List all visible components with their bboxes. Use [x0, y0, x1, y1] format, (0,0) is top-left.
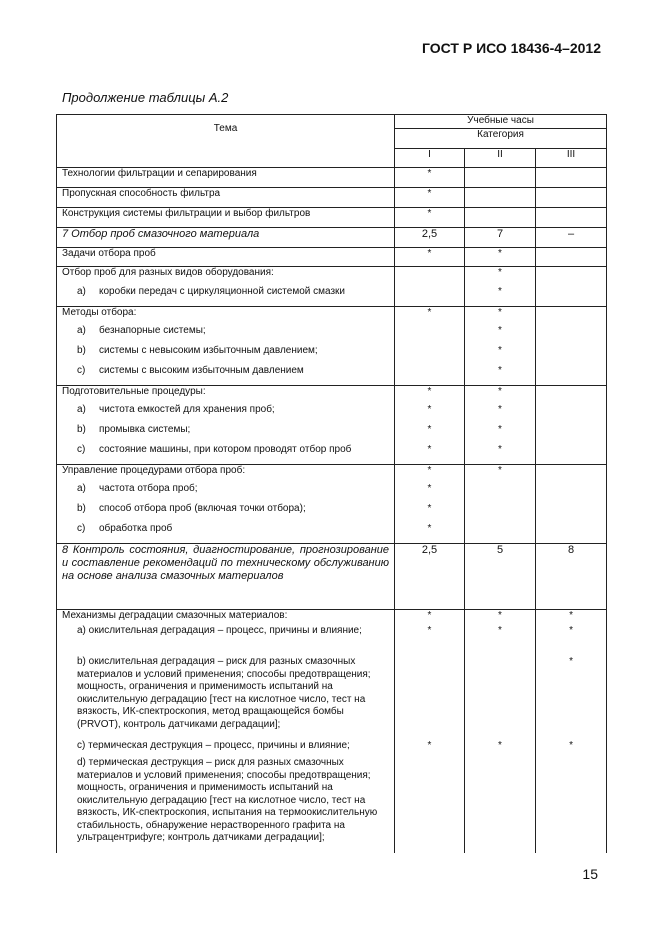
list-letter: c) — [77, 365, 86, 376]
row-cat-3: * — [536, 656, 607, 740]
row-topic: Задачи отбора проб — [57, 247, 395, 266]
row-topic: Механизмы деградации смазочных материалов: — [57, 609, 395, 625]
row-cat-2: * — [465, 625, 536, 656]
row-cat-2: * — [465, 444, 536, 464]
row-topic: Отбор проб для разных видов оборудования: — [57, 266, 395, 286]
row-cat-3: * — [536, 625, 607, 656]
row-cat-2 — [465, 483, 536, 503]
row-cat-2: * — [465, 247, 536, 266]
table-row — [57, 187, 607, 207]
list-text: состояние машины, при котором проводят отбор проб — [99, 444, 352, 455]
list-letter: a) — [77, 325, 86, 336]
table-row — [57, 464, 607, 483]
row-cat-1: * — [395, 424, 465, 444]
row-cat-3 — [536, 365, 607, 385]
hours-header: Учебные часы — [395, 115, 607, 129]
row-topic — [57, 424, 395, 444]
category-2-header: II — [465, 148, 536, 167]
row-cat-1: * — [395, 207, 465, 227]
row-cat-3 — [536, 207, 607, 227]
row-topic — [57, 523, 395, 543]
table-row — [57, 345, 607, 365]
table-row — [57, 365, 607, 385]
category-1-header: I — [395, 148, 465, 167]
row-cat-2: * — [465, 424, 536, 444]
row-cat-1: * — [395, 523, 465, 543]
row-cat-1: * — [395, 247, 465, 266]
list-letter: a) — [77, 483, 86, 494]
row-cat-1: 2,5 — [395, 227, 465, 247]
row-cat-2 — [465, 207, 536, 227]
row-cat-3: 8 — [536, 543, 607, 609]
row-topic: Управление процедурами отбора проб: — [57, 464, 395, 483]
row-topic: d) термическая деструкция – риск для разных смазочных материалов и условий применения; способы предотвращения; мощность, ограничения и применимость испытаний на окислительную деградацию [тест на кислотное число, тест на вязкость, ИК-спектроскопия, испытания на термоокислительную стабильность, обнаружение нерастворенного графита на ультрацентрифуге; контроль датчиками деградации]; — [57, 757, 395, 853]
list-letter: c) — [77, 523, 86, 534]
table-row — [57, 286, 607, 306]
list-text: обработка проб — [99, 523, 173, 534]
list-letter: b) — [77, 345, 86, 356]
row-cat-1: * — [395, 187, 465, 207]
row-cat-2: * — [465, 609, 536, 625]
row-cat-3 — [536, 464, 607, 483]
row-cat-3 — [536, 187, 607, 207]
row-cat-2: * — [465, 404, 536, 424]
row-cat-1: * — [395, 740, 465, 757]
table-row — [57, 656, 607, 740]
row-topic — [57, 503, 395, 523]
row-cat-1: * — [395, 444, 465, 464]
list-text: частота отбора проб; — [99, 483, 198, 494]
row-topic — [57, 325, 395, 345]
row-cat-3 — [536, 424, 607, 444]
row-cat-2: * — [465, 306, 536, 325]
list-text: системы с высоким избыточным давлением — [99, 365, 304, 376]
table-row — [57, 503, 607, 523]
table-row — [57, 609, 607, 625]
row-cat-1 — [395, 757, 465, 853]
row-cat-1 — [395, 266, 465, 286]
section-title: 8 Контроль состояния, диагностирование, прогнозирование и составление рекомендаций по техническому обслуживанию на основе анализа смазочных материалов — [57, 543, 395, 609]
row-cat-2: * — [465, 286, 536, 306]
row-topic: Подготовительные процедуры: — [57, 385, 395, 404]
row-topic: Конструкция системы фильтрации и выбор фильтров — [57, 207, 395, 227]
row-cat-2 — [465, 656, 536, 740]
row-cat-3: * — [536, 740, 607, 757]
row-cat-2: 7 — [465, 227, 536, 247]
row-cat-1 — [395, 365, 465, 385]
row-cat-1: * — [395, 306, 465, 325]
row-topic — [57, 404, 395, 424]
list-text: чистота емкостей для хранения проб; — [99, 404, 275, 415]
row-cat-3 — [536, 306, 607, 325]
row-cat-2: * — [465, 385, 536, 404]
row-cat-3 — [536, 167, 607, 187]
row-cat-2: * — [465, 266, 536, 286]
category-header: Категория — [395, 128, 607, 148]
row-cat-2 — [465, 523, 536, 543]
section-title: 7 Отбор проб смазочного материала — [57, 227, 395, 247]
table-row — [57, 424, 607, 444]
section-row — [57, 543, 607, 609]
list-letter: b) — [77, 503, 86, 514]
list-letter: a) — [77, 286, 86, 297]
row-cat-3 — [536, 345, 607, 365]
row-cat-1: * — [395, 464, 465, 483]
row-cat-1: * — [395, 167, 465, 187]
row-cat-3 — [536, 286, 607, 306]
table-caption: Продолжение таблицы А.2 — [62, 90, 229, 105]
row-topic — [57, 286, 395, 306]
row-cat-1 — [395, 325, 465, 345]
list-letter: a) — [77, 404, 86, 415]
row-topic — [57, 444, 395, 464]
row-cat-2: * — [465, 464, 536, 483]
table-row — [57, 444, 607, 464]
row-cat-2: * — [465, 325, 536, 345]
table-row — [57, 404, 607, 424]
row-cat-1 — [395, 345, 465, 365]
section-row — [57, 227, 607, 247]
row-topic: Пропускная способность фильтра — [57, 187, 395, 207]
row-cat-1: * — [395, 503, 465, 523]
row-cat-3: – — [536, 227, 607, 247]
row-cat-3 — [536, 247, 607, 266]
row-topic — [57, 345, 395, 365]
list-text: коробки передач с циркуляционной системой смазки — [99, 286, 345, 297]
header-row-hours — [57, 115, 607, 129]
row-cat-1: * — [395, 385, 465, 404]
row-cat-2 — [465, 503, 536, 523]
row-topic: Технологии фильтрации и сепарирования — [57, 167, 395, 187]
row-cat-3: * — [536, 609, 607, 625]
table-row — [57, 207, 607, 227]
row-cat-1: * — [395, 483, 465, 503]
table-row — [57, 266, 607, 286]
row-cat-3 — [536, 523, 607, 543]
document-code: ГОСТ Р ИСО 18436-4–2012 — [422, 40, 601, 56]
row-cat-1: 2,5 — [395, 543, 465, 609]
row-cat-2 — [465, 167, 536, 187]
table-row — [57, 306, 607, 325]
theme-header: Тема — [57, 115, 395, 168]
table-row — [57, 483, 607, 503]
category-3-header: III — [536, 148, 607, 167]
table-row — [57, 167, 607, 187]
list-text: способ отбора проб (включая точки отбора); — [99, 503, 306, 514]
table-row — [57, 740, 607, 757]
row-cat-2 — [465, 187, 536, 207]
row-cat-2 — [465, 757, 536, 853]
row-cat-3 — [536, 503, 607, 523]
row-topic: b) окислительная деградация – риск для разных смазочных материалов и условий применения; способы предотвращения; мощность, ограничения и применимость испытаний на окислительную деградацию [тест на кислотное число, тест на вязкость, ИК-спектроскопия, метод вращающейся бомбы (PRVOT), контроль датчиками деградации]; — [57, 656, 395, 740]
row-topic — [57, 483, 395, 503]
row-topic — [57, 365, 395, 385]
row-cat-2: * — [465, 365, 536, 385]
row-cat-1 — [395, 286, 465, 306]
row-cat-3 — [536, 325, 607, 345]
table-row — [57, 247, 607, 266]
list-text: системы с невысоким избыточным давлением; — [99, 345, 318, 356]
list-letter: c) — [77, 444, 86, 455]
row-cat-3 — [536, 385, 607, 404]
list-text: промывка системы; — [99, 424, 191, 435]
row-cat-1 — [395, 656, 465, 740]
list-letter: b) — [77, 424, 86, 435]
list-text: безнапорные системы; — [99, 325, 206, 336]
row-cat-1: * — [395, 404, 465, 424]
row-cat-3 — [536, 757, 607, 853]
row-topic: a) окислительная деградация – процесс, причины и влияние; — [57, 625, 395, 656]
row-topic: c) термическая деструкция – процесс, причины и влияние; — [57, 740, 395, 757]
table-row — [57, 385, 607, 404]
table-row — [57, 625, 607, 656]
row-cat-3 — [536, 444, 607, 464]
row-cat-3 — [536, 266, 607, 286]
table-row — [57, 325, 607, 345]
row-cat-1: * — [395, 609, 465, 625]
curriculum-table — [56, 114, 607, 853]
table-row — [57, 523, 607, 543]
row-cat-3 — [536, 483, 607, 503]
page-number: 15 — [582, 866, 598, 882]
row-cat-2: * — [465, 345, 536, 365]
row-cat-1: * — [395, 625, 465, 656]
row-topic: Методы отбора: — [57, 306, 395, 325]
row-cat-3 — [536, 404, 607, 424]
row-cat-2: 5 — [465, 543, 536, 609]
row-cat-2: * — [465, 740, 536, 757]
table-row — [57, 757, 607, 853]
